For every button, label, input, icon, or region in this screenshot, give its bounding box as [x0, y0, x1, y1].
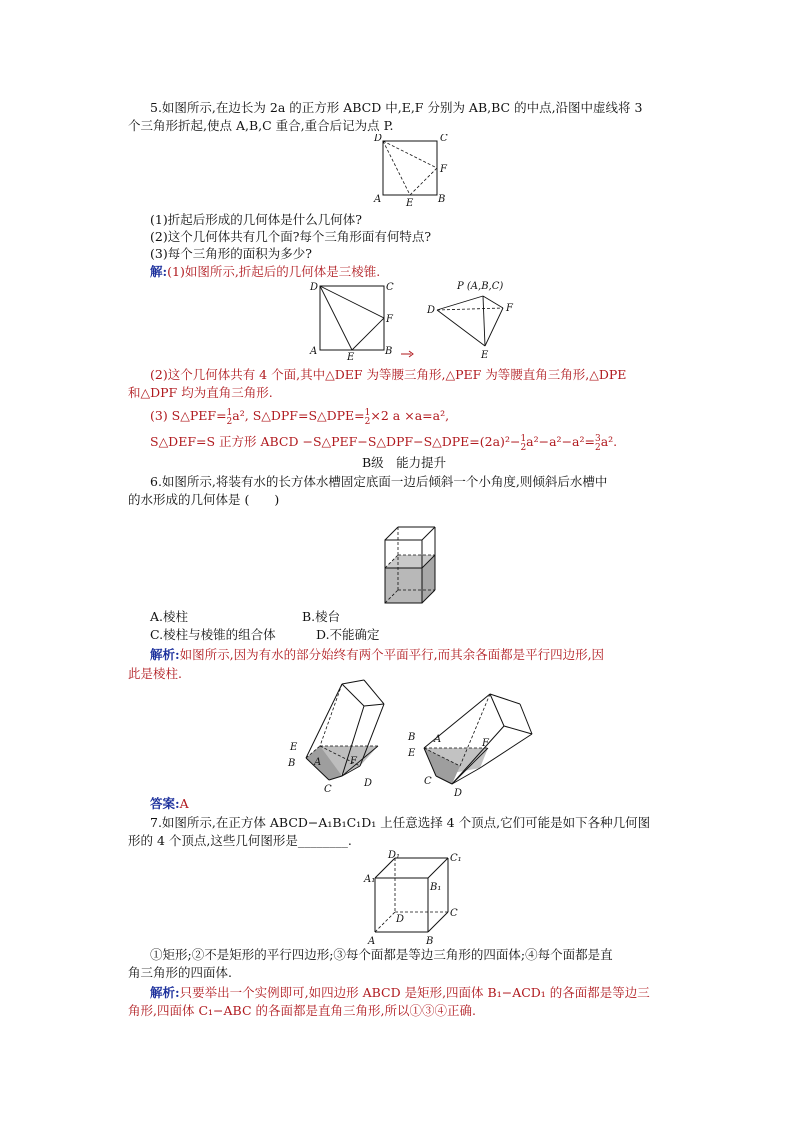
q6-solution-line1: 解析:如图所示,因为有水的部分始终有两个平面平行,而其余各面都是平行四边形,因 [150, 647, 605, 662]
label-D1: D₁ [388, 850, 401, 861]
q7-option-line2: 角三角形的四面体. [128, 965, 232, 980]
q5-square-figure [370, 134, 460, 208]
q6-option-a: A.棱柱 [150, 609, 189, 624]
q6-solution-line2: 此是棱柱. [128, 666, 182, 681]
q6-option-c: C.棱柱与棱锥的组合体 [150, 627, 276, 642]
q5-sub1: (1)折起后形成的几何体是什么几何体? [150, 212, 362, 227]
q5-solution-line2a: (2)这个几何体共有 4 个面,其中△DEF 为等腰三角形,△PEF 为等腰直角三角形,△DPE [150, 367, 627, 382]
q7-option-line1: ①矩形;②不是矩形的平行四边形;③每个面都是等边三角形的四面体;④每个面都是直 [150, 947, 613, 962]
label-F: F [440, 164, 447, 175]
label-D2: D [454, 788, 463, 799]
q6-option-b: B.棱台 [302, 609, 341, 624]
q7-solution-line2: 角形,四面体 C₁−ABC 的各面都是直角三角形,所以①③④正确. [128, 1003, 476, 1018]
label-A2: A [434, 734, 442, 745]
answer-label: 答案: [150, 796, 180, 811]
q6-line1: 6.如图所示,将装有水的长方体水槽固定底面一边后倾斜一个小角度,则倾斜后水槽中 [150, 474, 608, 489]
label-B: B [288, 758, 296, 769]
label-E: E [290, 742, 298, 753]
q5-solution-line3a: (3) S△PEF=1 2a², S△DPF=S△DPE=1 2×2 a ×a=a², [150, 408, 450, 427]
label-F2: F [482, 738, 489, 749]
label-B1: B₁ [430, 882, 442, 893]
label-D: D [374, 134, 383, 144]
label-C2: C [424, 776, 432, 787]
label-C: C [386, 282, 394, 293]
label-E2: E [481, 350, 489, 361]
q6-tank-figure [380, 520, 440, 610]
q5-solution-line1: 解:(1)如图所示,折起后的几何体是三棱锥. [150, 264, 381, 279]
q7-line1: 7.如图所示,在正方体 ABCD−A₁B₁C₁D₁ 上任意选择 4 个顶点,它们可能是如下各种几何图 [150, 815, 651, 830]
label-F: F [386, 314, 393, 325]
label-E: E [347, 352, 355, 363]
q7-cube-figure [360, 848, 470, 946]
q5-solution-line3b: S△DEF=S 正方形 ABCD −S△PEF−S△DPF−S△DPE=(2a)²−1 2a²−a²−a²=3 2a². [150, 434, 618, 453]
label-A: A [314, 757, 322, 768]
label-A1: A₁ [364, 874, 376, 885]
label-A: A [374, 194, 382, 205]
label-A: A [368, 936, 376, 946]
solution-label: 解析: [150, 647, 180, 662]
label-B: B [426, 936, 434, 946]
label-C: C [440, 134, 448, 144]
label-E2: E [408, 748, 416, 759]
label-P: P (A,B,C) [457, 281, 504, 292]
q5-sub3: (3)每个三角形的面积为多少? [150, 246, 312, 261]
q7-line2: 形的 4 个顶点,这些几何图形是________. [128, 833, 352, 848]
q5-solution-line2b: 和△DPF 均为直角三角形. [128, 385, 273, 400]
label-D: D [396, 914, 405, 925]
label-B2: B [408, 732, 416, 743]
q5-fold-figure [305, 280, 535, 364]
label-C: C [324, 784, 332, 795]
solution-label: 解: [150, 264, 168, 279]
label-D2: D [427, 305, 436, 316]
label-D: D [310, 282, 319, 293]
label-B: B [438, 194, 446, 205]
label-C1: C₁ [450, 853, 462, 864]
solution-label: 解析: [150, 985, 180, 1000]
label-D: D [364, 778, 373, 789]
level-heading: B级 能力提升 [362, 455, 447, 470]
q6-tilted-tank-figure [284, 676, 550, 800]
q5-line2: 个三角形折起,使点 A,B,C 重合,重合后记为点 P. [128, 118, 394, 133]
label-C: C [450, 908, 458, 919]
label-A: A [310, 346, 318, 357]
q6-answer: 答案:A [150, 796, 189, 811]
label-F2: F [506, 303, 513, 314]
label-E: E [406, 198, 414, 208]
q7-solution-line1: 解析:只要举出一个实例即可,如四边形 ABCD 是矩形,四面体 B₁−ACD₁ 的各面都是等边三 [150, 985, 650, 1000]
label-B: B [385, 346, 393, 357]
q6-option-d: D.不能确定 [316, 627, 380, 642]
q5-sub2: (2)这个几何体共有几个面?每个三角形面有何特点? [150, 229, 432, 244]
q5-line1: 5.如图所示,在边长为 2a 的正方形 ABCD 中,E,F 分别为 AB,BC 的中点,沿图中虚线将 3 [150, 100, 643, 115]
q6-line2: 的水形成的几何体是 ( ) [128, 492, 280, 507]
label-F: F [350, 756, 357, 767]
